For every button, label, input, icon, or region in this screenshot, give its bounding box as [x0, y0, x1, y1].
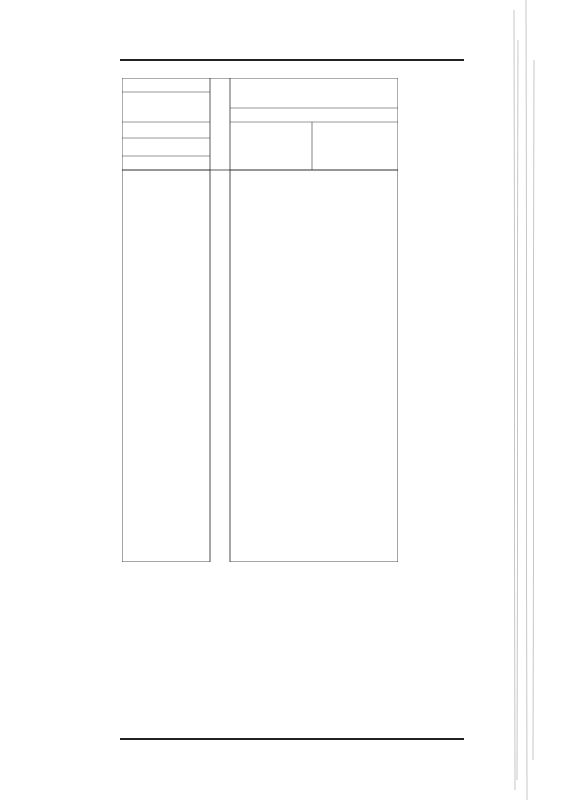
figure-caption	[124, 744, 128, 754]
header-rule	[120, 59, 464, 61]
scan-edge-noise	[506, 0, 566, 800]
sonic-log-chart	[122, 78, 398, 562]
caption-rule	[120, 738, 464, 740]
